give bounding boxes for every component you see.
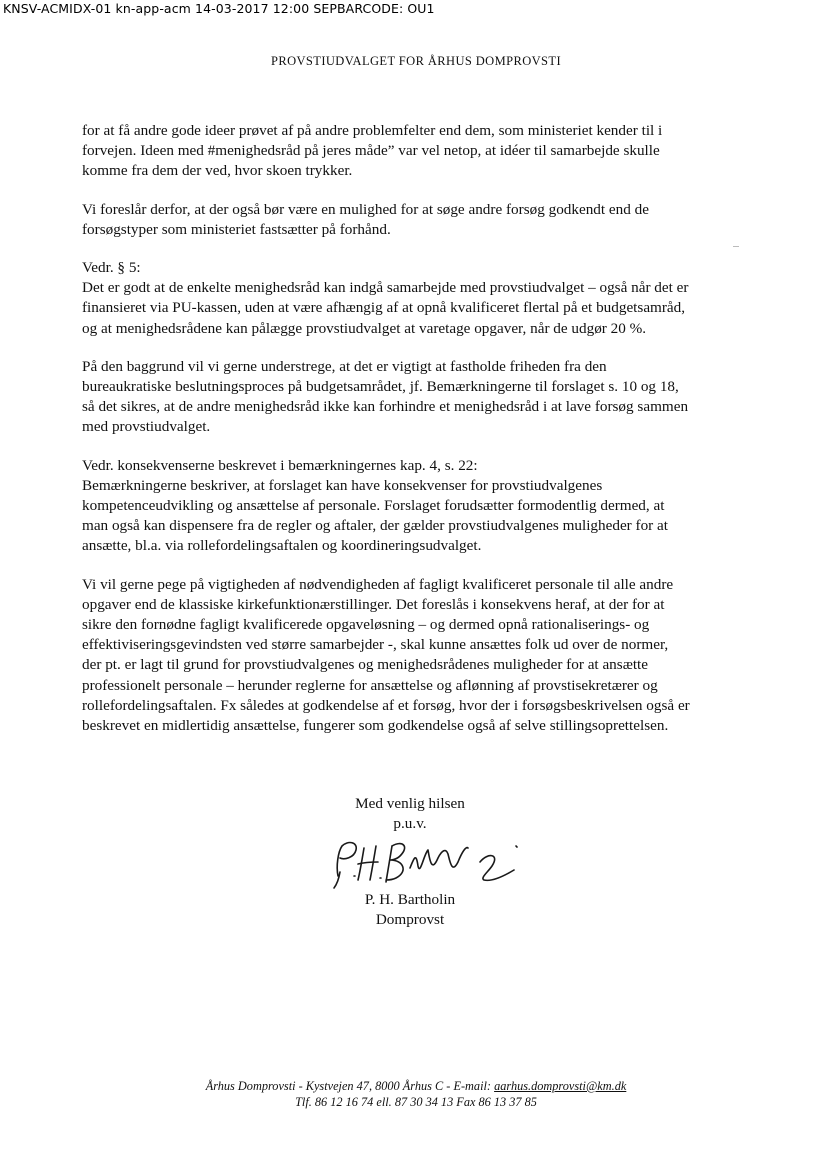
section-heading: Vedr. § 5:: [82, 259, 141, 277]
text-line: På den baggrund vil vi gerne understrege, at det er vigtigt at fastholde friheden fra den: [82, 357, 607, 375]
closing-block: [300, 794, 520, 834]
email-link[interactable]: aarhus.domprovsti@km.dk: [494, 1079, 627, 1093]
paragraph-4: [82, 357, 758, 438]
paragraph-5: [82, 456, 758, 557]
section-heading: Vedr. konsekvenserne beskrevet i bemærkningernes kap. 4, s. 22:: [82, 456, 478, 474]
fax-transmission-header: KNSV-ACMIDX-01 kn-app-acm 14-03-2017 12:00 SEPBARCODE: OU1: [3, 1, 435, 16]
paragraph-2: [82, 200, 758, 240]
footer-address: Århus Domprovsti - Kystvejen 47, 8000 Århus C - E-mail:: [205, 1079, 495, 1093]
text-line: Bemærkningerne beskriver, at forslaget kan have konsekvenser for provstiudvalgenes: [82, 476, 603, 494]
text-line: komme fra dem der ved, hvor skoen trykker.: [82, 162, 353, 180]
paragraph-1: [82, 121, 758, 182]
signer-block: [300, 890, 520, 930]
text-line: ansætte, bl.a. via rollefordelingsaftalen og koordineringsudvalget.: [82, 537, 482, 555]
text-line: Det er godt at de enkelte menighedsråd kan indgå samarbejde med provstiudvalget – også når det er: [82, 279, 689, 297]
text-line: så det sikres, at de andre menighedsråd ikke kan forhindre et menighedsråd i at lave forsøg sammen: [82, 398, 689, 416]
paragraph-6: [82, 575, 758, 737]
letterhead-title: PROVSTIUDVALGET FOR ÅRHUS DOMPROVSTI: [270, 54, 562, 68]
text-line: sikre den fornødne fagligt kvalificerede opgaveløsning – og dermed opnå rationaliserings- og: [82, 616, 650, 634]
text-line: forsøgstyper som ministeriet fastsætter på forhånd.: [82, 220, 391, 238]
text-line: beskrevet en midlertidig ansættelse, fungerer som godkendelse også af selve stillingsoprettelsen.: [82, 717, 669, 735]
footer-phone-line: Tlf. 86 12 16 74 ell. 87 30 34 13 Fax 86 13 37 85: [295, 1095, 537, 1109]
text-line: effektiviseringsgevindsten ved større samarbejder -, skal kunne ansættes folk ud over de normer,: [82, 636, 669, 654]
text-line: finansieret via PU-kassen, uden at være afhængig af at opnå kvalificeret flertal på et budgetsamråd,: [82, 299, 686, 317]
text-line: professionelt personale – herunder reglerne for ansættelse og aflønning af provstisekretærer og: [82, 676, 658, 694]
puv-label: p.u.v.: [393, 815, 427, 832]
text-line: for at få andre gode ideer prøvet af på andre problemfelter end dem, som ministeriet kender til i: [82, 122, 663, 139]
text-line: med provstiudvalget.: [82, 418, 211, 436]
footer-address-line: [0, 1078, 832, 1094]
signer-title: Domprovst: [375, 911, 445, 928]
text-line: rollefordelingsaftalen. Fx således at godkendelse af et forsøg, hvor der i forsøgsbeskrivelsen også er: [82, 696, 690, 714]
text-line: bureaukratiske beslutningsproces på budgetsamrådet, jf. Bemærkningerne til forslaget s. 10 og 18,: [82, 378, 679, 396]
text-line: kompetenceudvikling og ansættelse af personale. Forslaget forudsætter formodentlig dermed, at: [82, 497, 665, 515]
text-line: man også kan dispensere fra de regler og aftaler, der gælder provstiudvalgenes muligheder for at: [82, 517, 669, 535]
text-line: Vi foreslår derfor, at der også bør være en mulighed for at søge andre forsøg godkendt end de: [82, 200, 649, 218]
letter-footer: [0, 1078, 832, 1110]
scan-artifact: [733, 246, 739, 247]
letter-body: [82, 121, 758, 754]
text-line: forvejen. Ideen med #menighedsråd på jeres måde” var vel netop, at idéer til samarbejde skulle: [82, 142, 660, 160]
text-line: opgaver end de klassiske kirkefunktionærstillinger. Det foreslås i konsekvens heraf, at der for at: [82, 595, 665, 613]
signer-name: P. H. Bartholin: [364, 891, 456, 908]
paragraph-3: [82, 258, 758, 339]
handwritten-signature: [328, 832, 528, 894]
text-line: og at menighedsrådene kan pålægge provstiudvalget at varetage opgaver, når de udgør 20 %.: [82, 319, 647, 337]
text-line: der pt. er lagt til grund for provstiudvalgenes og menighedsrådenes muligheder for at ansætte: [82, 656, 649, 674]
text-line: Vi vil gerne pege på vigtigheden af nødvendigheden af fagligt kvalificeret personale til alle andre: [82, 575, 674, 593]
closing-greeting: Med venlig hilsen: [355, 795, 465, 812]
